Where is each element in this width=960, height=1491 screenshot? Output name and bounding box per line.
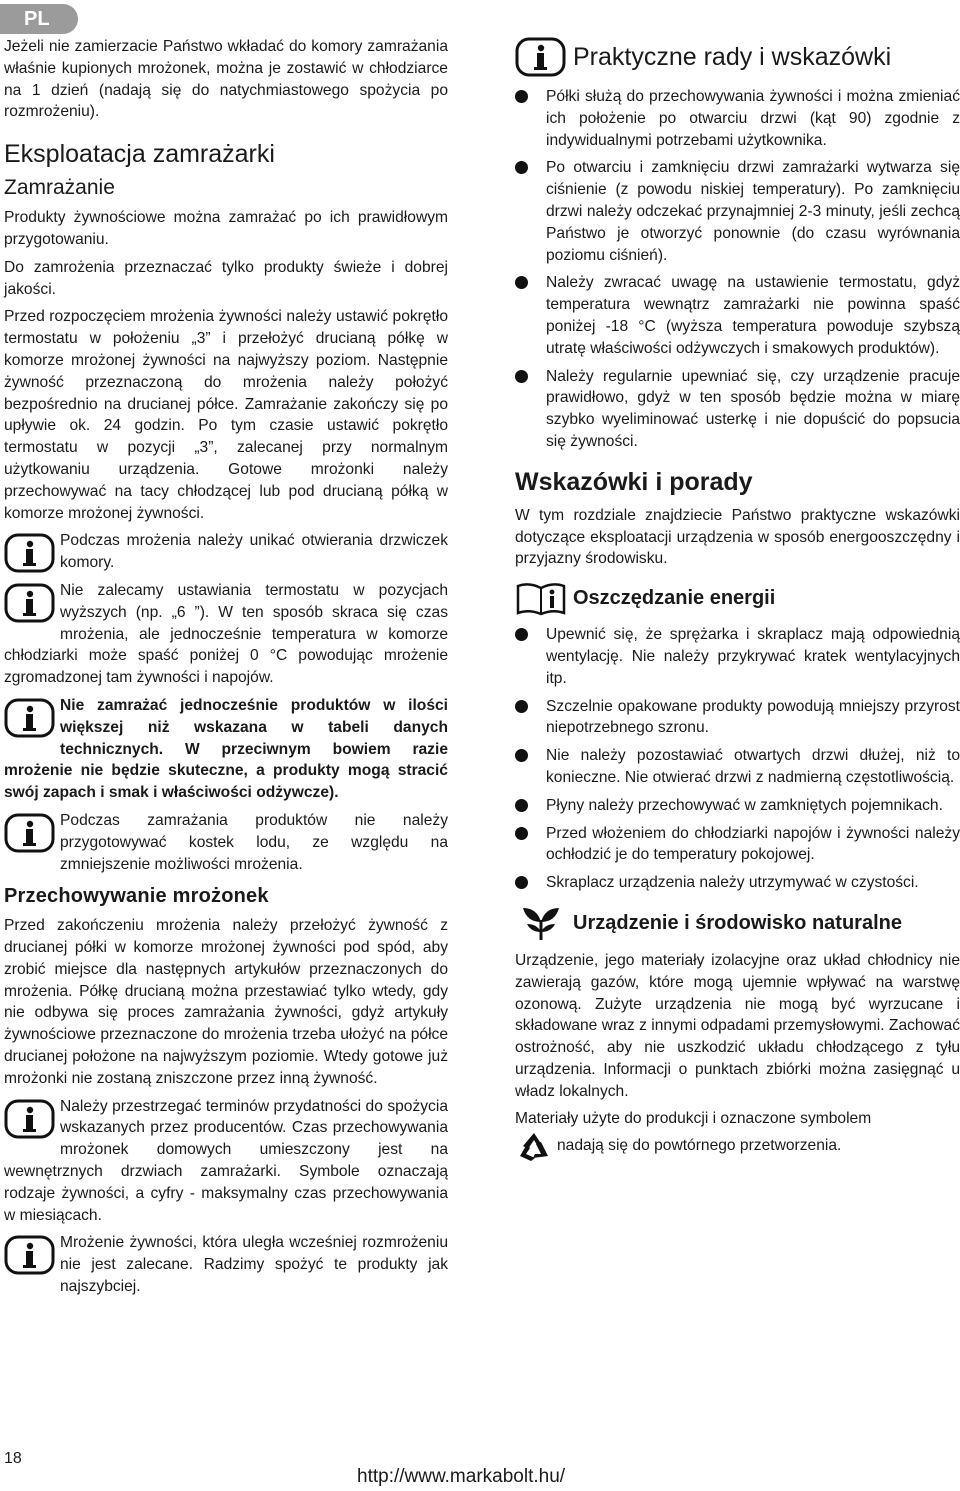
section-header-environment bbox=[515, 904, 960, 942]
list-item: Nie należy pozostawiać otwartych drzwi dłużej, niż to konieczne. Nie otwierać drzwi z nadmierną częstotliwością. bbox=[515, 745, 960, 789]
note-text: Podczas mrożenia należy unikać otwierania drzwiczek komory. bbox=[60, 532, 448, 572]
info-note bbox=[4, 1232, 448, 1297]
note-text: Należy przestrzegać terminów przydatności do spożycia wskazanych przez producentów. Czas przechowywania mrożonek domowych umieszczony jest na wewnętrznych drzwiach zamrażarki. Symbole oznaczają rodzaje żywności, a cyfry - maksymalny czas przechowywania w miesiącach. bbox=[4, 1097, 448, 1224]
info-icon bbox=[4, 1234, 56, 1276]
bullet-dot bbox=[515, 628, 528, 641]
list-item: Skraplacz urządzenia należy utrzymywać w czystości. bbox=[515, 872, 960, 894]
bullet-dot bbox=[515, 876, 528, 889]
info-icon bbox=[4, 812, 56, 854]
bullet-dot bbox=[515, 827, 528, 840]
note-text: Mrożenie żywności, która uległa wcześniej rozmrożeniu nie jest zalecane. Radzimy spożyć te produkty jak najszybciej. bbox=[60, 1234, 448, 1296]
subsection-title-freezing: Zamrażanie bbox=[4, 176, 115, 200]
list-item: Należy zwracać uwagę na ustawienie termostatu, gdyż temperatura wewnątrz zamrażarki nie powinna spaść poniżej -18 °C (wyższa temperatura powoduje szybszą utratę właściwości odżywczych i smakowych produktów). bbox=[515, 272, 960, 359]
note-text: Nie zalecamy ustawiania termostatu w pozycjach wyższych (np. „6 ”). W ten sposób skraca się czas mrożenia, ale jednocześnie temperatura w komorze chłodziarki może spaść poniżej 0 °C powodując mrożenie zgromadzonej tam żywności i napojów. bbox=[4, 581, 448, 687]
note-text: Podczas zamrażania produktów nie należy przygotowywać kostek lodu, ze względu na zmniejszenie możliwości mrożenia. bbox=[60, 811, 448, 873]
section-title-frozen-storage: Przechowywanie mrożonek bbox=[4, 885, 269, 908]
intro-paragraph: Jeżeli nie zamierzacie Państwo wkładać do komory zamrażania właśnie kupionych mrożonek, można je zostawić w chłodziarce na 1 dzień (nadają się do natychmiastowego spożycia po rozmrożeniu). bbox=[4, 38, 448, 121]
left-column bbox=[4, 36, 448, 1304]
list-item: Płyny należy przechowywać w zamkniętych pojemnikach. bbox=[515, 795, 960, 817]
paragraph: Do zamrożenia przeznaczać tylko produkty świeże i dobrej jakości. bbox=[4, 258, 448, 298]
plant-icon bbox=[515, 904, 567, 942]
info-note bbox=[4, 530, 448, 580]
info-note bbox=[4, 580, 448, 689]
bullet-dot bbox=[515, 700, 528, 713]
list-item: Półki służą do przechowywania żywności i można zmieniać ich położenie po otwarciu drzwi (kąt 90) zgodnie z indywidualnymi potrzebami użytkownika. bbox=[515, 86, 960, 151]
bullet-dot bbox=[515, 749, 528, 762]
recycle-note bbox=[515, 1130, 960, 1162]
section-header-energy bbox=[515, 580, 960, 616]
book-icon bbox=[515, 580, 567, 616]
source-url[interactable]: http://www.markabolt.hu/ bbox=[357, 1466, 566, 1487]
bullet-dot bbox=[515, 370, 528, 383]
info-icon bbox=[4, 582, 56, 624]
language-badge: PL bbox=[0, 4, 78, 34]
section-title-practical-tips: Praktyczne rady i wskazówki bbox=[573, 43, 892, 71]
note-text: Nie zamrażać jednocześnie produktów w ilości większej niż wskazana w tabeli danych technicznych. W przeciwnym bowiem razie mrożenie nie będzie skuteczne, a produkty mogą stracić swój zapach i smak i właściwości odżywcze). bbox=[4, 696, 448, 802]
right-column bbox=[515, 36, 960, 1162]
paragraph: W tym rozdziale znajdziecie Państwo praktyczne wskazówki dotyczące eksploatacji urządzenia w sposób energooszczędny i przyjazny środowisku. bbox=[515, 506, 960, 568]
list-item: Upewnić się, że sprężarka i skraplacz mają odpowiednią wentylację. Nie należy przykrywać kratek wentylacyjnych itp. bbox=[515, 624, 960, 689]
recycle-icon bbox=[515, 1130, 553, 1162]
page-number: 18 bbox=[4, 1450, 22, 1467]
section-title-freezer-use: Eksploatacja zamrażarki bbox=[4, 140, 275, 169]
section-header-tips bbox=[515, 36, 960, 78]
info-note bbox=[4, 810, 448, 875]
info-note bbox=[4, 1096, 448, 1227]
paragraph: Materiały użyte do produkcji i oznaczone symbolem bbox=[515, 1110, 872, 1128]
section-title-energy-saving: Oszczędzanie energii bbox=[573, 587, 776, 610]
info-icon bbox=[4, 697, 56, 739]
list-item: Szczelnie opakowane produkty powodują mniejszy przyrost niepotrzebnego szronu. bbox=[515, 696, 960, 740]
bullet-dot bbox=[515, 276, 528, 289]
list-item: Przed włożeniem do chłodziarki napojów i żywności należy ochłodzić je do temperatury pokojowej. bbox=[515, 823, 960, 867]
info-icon bbox=[4, 532, 56, 574]
paragraph: Urządzenie, jego materiały izolacyjne oraz układ chłodnicy nie zawierają gazów, które mogą ujemnie wpływać na warstwę ozonową. Zużyte urządzenia nie mogą być wyrzucane i składowane wraz z innymi odpadami przemysłowymi. Zachować ostrożność, aby nie uszkodzić układu chłodzącego z tyłu urządzenia. Informacji o punktach zbiórki można zasięgnąć u władz lokalnych. bbox=[515, 951, 960, 1100]
paragraph: Produkty żywnościowe można zamrażać po ich prawidłowym przygotowaniu. bbox=[4, 209, 448, 248]
bullet-dot bbox=[515, 799, 528, 812]
info-note-warning bbox=[4, 695, 448, 804]
info-icon bbox=[515, 36, 567, 78]
section-title-environment: Urządzenie i środowisko naturalne bbox=[573, 911, 902, 934]
paragraph: Przed zakończeniu mrożenia należy przełożyć żywność z drucianej półki w komorze mrożonej żywności pod spód, aby zrobić miejsce dla następnych artykułów przeznaczonych do mrożenia. Półkę drucianą można przestawiać tylko wtedy, gdy nie odbywa się proces zamrażania żywności, gdyż artykuły żywnościowe przeznaczone do mrożenia trzeba ułożyć na półce drucianej położone na najwyższym poziomie. Wtedy gotowe już mrożonki nie zostaną zniszczone przez inną żywność. bbox=[4, 917, 448, 1087]
energy-tips-list bbox=[515, 624, 960, 894]
bullet-dot bbox=[515, 90, 528, 103]
list-item: Należy regularnie upewniać się, czy urządzenie pracuje prawidłowo, gdyż w ten sposób będzie można w miarę szybko wyeliminować usterkę i nie dopuścić do popsucia się żywności. bbox=[515, 366, 960, 453]
tips-list bbox=[515, 86, 960, 453]
bullet-dot bbox=[515, 161, 528, 174]
list-item: Po otwarciu i zamknięciu drzwi zamrażarki wytwarza się ciśnienie (z powodu niskiej temperatury). Po zamknięciu drzwi należy odczekać przynajmniej 2-3 minuty, jeśli zechcą Państwo je otworzyć ponownie (do czasu wyrównania poziomu ciśnień). bbox=[515, 157, 960, 266]
recycle-text: nadają się do powtórnego przetworzenia. bbox=[557, 1137, 842, 1155]
paragraph: Przed rozpoczęciem mrożenia żywności należy ustawić pokrętło termostatu w położeniu „3” i przełożyć drucianą półkę w komorze mrożonej żywności na najwyższy poziom. Następnie żywność przeznaczoną do mrożenia należy położyć bezpośrednio na drucianej półce. Zamrażanie zakończy się po upływie ok. 24 godzin. Po tym czasie ustawić pokrętło termostatu w pozycji „3”, zalecanej przy normalnym użytkowaniu urządzenia. Gotowe mrożonki należy przechowywać na tacy chłodzącej lub pod drucianą półką w komorze mrożonej żywności. bbox=[4, 308, 448, 522]
info-icon bbox=[4, 1098, 56, 1140]
section-title-hints: Wskazówki i porady bbox=[515, 467, 753, 496]
